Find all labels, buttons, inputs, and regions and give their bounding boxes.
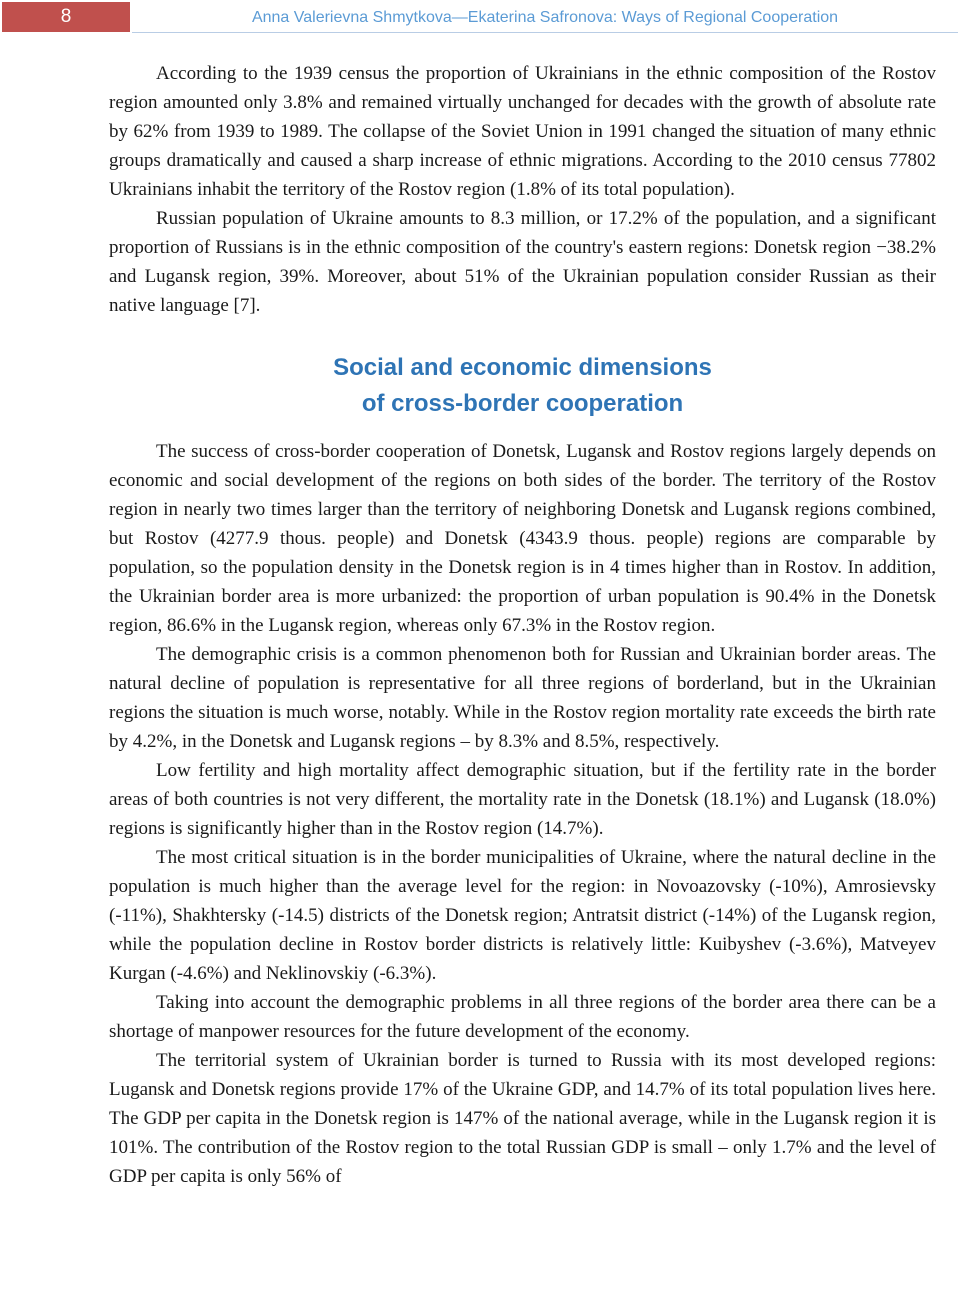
- page-number: 8: [2, 2, 130, 32]
- paragraph-census-1939: According to the 1939 census the proportion of Ukrainians in the ethnic composition of the Rostov region amounted only 3.8% and remained virtually unchanged for decades with the growth of absolute rate by 62% from 1939 to 1989. The collapse of the Soviet Union in 1991 changed the situation of many ethnic groups dramatically and caused a sharp increase of ethnic migrations. According to the 2010 census 77802 Ukrainians inhabit the territory of the Rostov region (1.8% of its total population).: [109, 63, 936, 200]
- section-heading: [109, 350, 936, 422]
- paragraph-gdp: The territorial system of Ukrainian border is turned to Russia with its most developed regions: Lugansk and Donetsk regions provide 17% of the Ukraine GDP, and 14.7% of its total population lives here. The GDP per capita in the Donetsk region is 147% of the national average, while in the Lugansk region it is 101%. The contribution of the Rostov region to the total Russian GDP is small – only 1.7% and the level of GDP per capita is only 56% of: [109, 1050, 936, 1187]
- paragraph-cross-border-success: The success of cross-border cooperation of Donetsk, Lugansk and Rostov regions largely depends on economic and social development of the regions on both sides of the border. The territory of the Rostov region in nearly two times larger than the territory of neighboring Donetsk and Lugansk regions combined, but Rostov (4277.9 thous. people) and Donetsk (4343.9 thous. people) regions are comparable by population, so the population density in the Donetsk region is in 4 times higher than in Rostov. In addition, the Ukrainian border area is more urbanized: the proportion of urban population is 90.4% in the Donetsk region, 86.6% in the Lugansk region, whereas only 67.3% in the Rostov region.: [109, 441, 936, 636]
- paragraph-demographic-crisis: The demographic crisis is a common phenomenon both for Russian and Ukrainian border areas. The natural decline of population is representative for all three regions of borderland, but in the Ukrainian regions the situation is much worse, notably. While in the Rostov region mortality rate exceeds the birth rate by 4.2%, in the Donetsk and Lugansk regions – by 8.3% and 8.5%, respectively.: [109, 644, 936, 752]
- section-heading-line-2: of cross-border cooperation: [361, 390, 684, 417]
- section-heading-line-1: Social and economic dimensions: [333, 354, 712, 381]
- paragraph-manpower: Taking into account the demographic problems in all three regions of the border area there can be a shortage of manpower resources for the future development of the economy.: [109, 992, 936, 1042]
- paragraph-russian-population: Russian population of Ukraine amounts to 8.3 million, or 17.2% of the population, and a significant proportion of Russians is in the ethnic composition of the country's eastern regions: Donetsk region −38.2% and Lugansk region, 39%. Moreover, about 51% of the Ukrainian population consider Russian as their native language [7].: [109, 208, 936, 316]
- paragraph-border-municipalities: The most critical situation is in the border municipalities of Ukraine, where the natural decline in the population is much higher than the average level for the region: in Novoazovsky (-10%), Amrosievsky (-11%), Shakhtersky (-14.5) districts of the Donetsk region; Antratsit district (-14%) of the Lugansk region, while the population decline in Rostov border districts is relatively little: Kuibyshev (-3.6%), Matveyev Kurgan (-4.6%) and Neklinovskiy (-6.3%).: [109, 847, 936, 984]
- running-title: Anna Valerievna Shmytkova—Ekaterina Safronova: Ways of Regional Cooperation: [132, 2, 958, 33]
- page-body: [109, 59, 936, 1191]
- page-header: [0, 2, 960, 32]
- paragraph-fertility-mortality: Low fertility and high mortality affect demographic situation, but if the fertility rate in the border areas of both countries is not very different, the mortality rate in the Donetsk (18.1%) and Lugansk (18.0%) regions is significantly higher than in the Rostov region (14.7%).: [109, 760, 936, 839]
